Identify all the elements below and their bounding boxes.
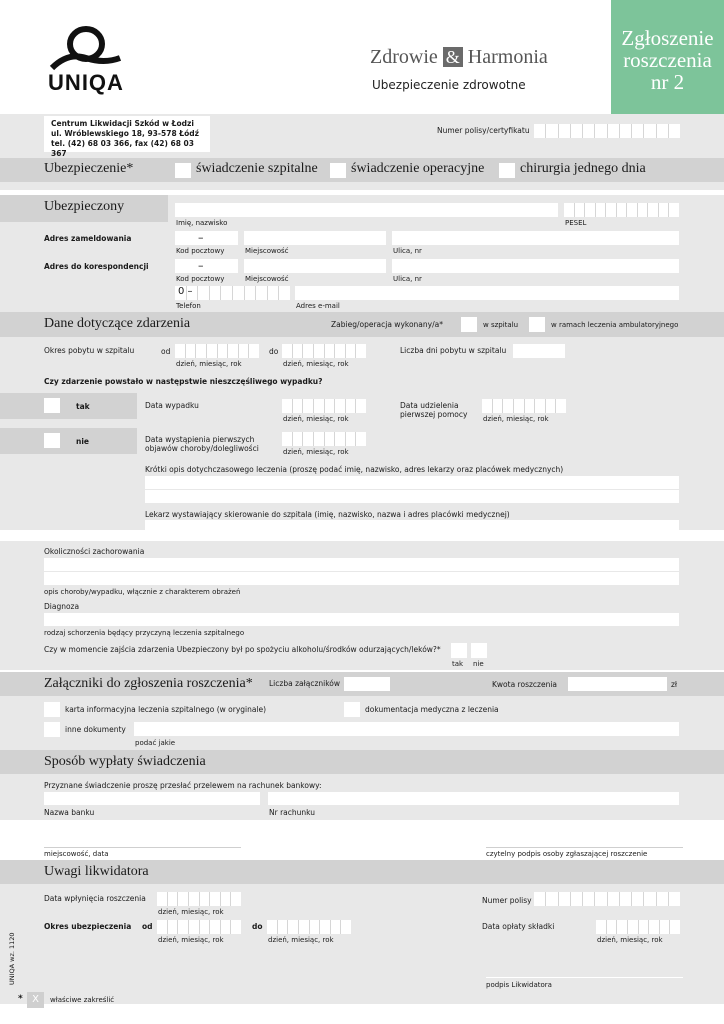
- premium-date-label: Data opłaty składki: [482, 922, 555, 931]
- name-label: Imię, nazwisko: [176, 219, 228, 227]
- option-hospital-benefit: świadczenie szpitalne: [196, 161, 318, 176]
- hospital-card-label: karta informacyjna leczenia szpitalnego (w oryginale): [65, 705, 267, 714]
- email-input[interactable]: [295, 286, 679, 300]
- address-line-3: tel. (42) 68 03 366, fax (42) 68 03 367: [51, 139, 194, 158]
- brand-left: Zdrowie: [370, 46, 438, 68]
- street-label: Ulica, nr: [393, 275, 422, 283]
- policy-number-input[interactable]: [534, 124, 680, 138]
- checkbox-hospital-benefit[interactable]: [175, 163, 191, 178]
- date-hint: dzień, miesiąc, rok: [483, 415, 549, 423]
- signature-label: czytelny podpis osoby zgłaszającej roszczenie: [486, 850, 648, 858]
- insurance-heading: Ubezpieczenie*: [44, 161, 134, 176]
- stay-to-label: do: [269, 347, 279, 356]
- uniqa-logo-text: UNIQA: [48, 70, 124, 95]
- first-aid-date-label-2: pierwszej pomocy: [400, 410, 468, 419]
- alcohol-question: Czy w momencie zajścia zdarzenia Ubezpieczony był po spożyciu alkoholu/środków odurzających/leków?*: [44, 645, 441, 654]
- registered-postal-code-input[interactable]: [175, 231, 238, 245]
- first-aid-date-label-1: Data udzielenia: [400, 401, 459, 410]
- bank-name-label: Nazwa banku: [44, 808, 95, 817]
- title-line-1: Zgłoszenie: [621, 26, 714, 50]
- period-to-input[interactable]: [267, 920, 351, 934]
- treatment-desc-label: Krótki opis dotychczasowego leczenia (proszę podać imię, nazwisko, adres lekarzy oraz placówek medycznych): [145, 465, 564, 474]
- date-hint: dzień, miesiąc, rok: [158, 936, 224, 944]
- name-input[interactable]: [175, 203, 558, 217]
- liquidator-signature-label: podpis Likwidatora: [486, 981, 552, 989]
- policy-number-label: Numer polisy/certyfikatu: [437, 126, 530, 135]
- liquidator-policy-input[interactable]: [534, 892, 680, 906]
- ambulatory-label: w ramach leczenia ambulatoryjnego: [551, 321, 679, 329]
- correspondence-city-input[interactable]: [244, 259, 386, 273]
- account-number-label: Nr rachunku: [269, 808, 316, 817]
- brand-right: Harmonia: [467, 46, 548, 68]
- footer-asterisk: *: [18, 994, 23, 1004]
- street-label: Ulica, nr: [393, 247, 422, 255]
- other-docs-label: inne dokumenty: [65, 725, 126, 734]
- correspondence-address-label: Adres do korespondencji: [44, 262, 149, 271]
- days-count-input[interactable]: [513, 344, 565, 358]
- product-brand: [370, 46, 548, 69]
- claim-amount-input[interactable]: [568, 677, 667, 691]
- specify-label: podać jakie: [135, 739, 176, 747]
- product-subtitle: Ubezpieczenie zdrowotne: [372, 78, 526, 92]
- pesel-label: PESEL: [565, 219, 587, 227]
- liquidator-signature-line: [486, 977, 683, 978]
- checkbox-hospital-card[interactable]: [44, 702, 60, 717]
- period-from-input[interactable]: [157, 920, 241, 934]
- city-label: Miejscowość: [245, 247, 289, 255]
- in-hospital-label: w szpitalu: [483, 321, 519, 329]
- treatment-desc-input-2[interactable]: [145, 490, 679, 503]
- postal-code-label: Kod pocztowy: [176, 275, 225, 283]
- treatment-desc-input-1[interactable]: [145, 476, 679, 489]
- alcohol-yes-label: tak: [452, 660, 464, 668]
- circumstances-input-1[interactable]: [44, 558, 679, 571]
- date-hint: dzień, miesiąc, rok: [597, 936, 663, 944]
- other-docs-input[interactable]: [134, 722, 679, 736]
- period-from-label: od: [142, 922, 153, 931]
- accident-date-label: Data wypadku: [145, 401, 199, 410]
- option-surgery-benefit: świadczenie operacyjne: [351, 161, 485, 176]
- premium-date-input[interactable]: [596, 920, 680, 934]
- disease-type-label: rodzaj schorzenia będący przyczyną leczenia szpitalnego: [44, 629, 245, 637]
- registered-city-input[interactable]: [244, 231, 386, 245]
- postal-code-label: Kod pocztowy: [176, 247, 225, 255]
- payment-heading: Sposób wypłaty świadczenia: [44, 754, 206, 769]
- registered-street-input[interactable]: [392, 231, 679, 245]
- title-box: [611, 0, 724, 114]
- currency-label: zł: [671, 680, 678, 689]
- procedure-label: Zabieg/operacja wykonany/a*: [331, 320, 443, 329]
- account-number-input[interactable]: [268, 792, 679, 805]
- signature-line: [486, 847, 683, 848]
- address-line-2: ul. Wróblewskiego 18, 93-578 Łódź: [51, 129, 199, 138]
- stay-period-label: Okres pobytu w szpitalu: [44, 346, 135, 355]
- phone-prefix: 0 –: [178, 286, 193, 297]
- date-hint: dzień, miesiąc, rok: [283, 360, 349, 368]
- circumstances-label: Okoliczności zachorowania: [44, 547, 145, 556]
- receipt-date-input[interactable]: [157, 892, 241, 906]
- footer-note: właściwe zakreślić: [50, 996, 115, 1004]
- correspondence-postal-code-input[interactable]: [175, 259, 238, 273]
- liquidator-heading: Uwagi likwidatora: [44, 864, 149, 879]
- date-hint: dzień, miesiąc, rok: [268, 936, 334, 944]
- days-count-label: Liczba dni pobytu w szpitalu: [400, 346, 507, 355]
- referring-doctor-label: Lekarz wystawiający skierowanie do szpitala (imię, nazwisko, nazwa i adres placówki medycznej): [145, 510, 510, 519]
- email-label: Adres e-mail: [296, 302, 340, 310]
- title-line-2: roszczenia: [623, 48, 712, 72]
- date-hint: dzień, miesiąc, rok: [176, 360, 242, 368]
- checkbox-accident-no[interactable]: [44, 433, 60, 448]
- registered-address-label: Adres zameldowania: [44, 234, 132, 243]
- receipt-date-label: Data wpłynięcia roszczenia: [44, 894, 146, 903]
- checkbox-alcohol-no[interactable]: [471, 643, 487, 658]
- address-line-1: Centrum Likwidacji Szkód w Łodzi: [51, 119, 194, 128]
- date-hint: dzień, miesiąc, rok: [283, 415, 349, 423]
- stay-from-date-input[interactable]: [175, 344, 259, 358]
- city-label: Miejscowość: [245, 275, 289, 283]
- x-mark-icon: [27, 992, 44, 1008]
- stay-from-label: od: [161, 347, 171, 356]
- alcohol-no-label: nie: [473, 660, 484, 668]
- checkbox-ambulatory[interactable]: [529, 317, 545, 332]
- brand-amp: &: [443, 47, 463, 67]
- accident-no-label: nie: [76, 437, 89, 446]
- referring-doctor-input[interactable]: [145, 520, 679, 533]
- attachments-count-input[interactable]: [344, 677, 390, 691]
- accident-date-input[interactable]: [282, 399, 366, 413]
- accident-yes-label: tak: [76, 402, 90, 411]
- date-hint: dzień, miesiąc, rok: [283, 448, 349, 456]
- place-date-label: miejscowość, data: [44, 850, 109, 858]
- insured-heading: Ubezpieczony: [44, 199, 125, 214]
- checkbox-alcohol-yes[interactable]: [451, 643, 467, 658]
- correspondence-street-input[interactable]: [392, 259, 679, 273]
- checkbox-accident-yes[interactable]: [44, 398, 60, 413]
- symptoms-date-label-1: Data wystąpienia pierwszych: [145, 435, 255, 444]
- claim-amount-label: Kwota roszczenia: [492, 680, 558, 689]
- office-address: [44, 116, 210, 158]
- uniqa-logo-icon: [38, 22, 134, 72]
- checkbox-medical-docs[interactable]: [344, 702, 360, 717]
- diagnosis-label: Diagnoza: [44, 602, 80, 611]
- event-heading: Dane dotyczące zdarzenia: [44, 316, 191, 331]
- injury-desc-label: opis choroby/wypadku, włącznie z charakterem obrażeń: [44, 588, 241, 596]
- postal-dash: –: [198, 231, 204, 244]
- liquidator-policy-label: Numer polisy: [482, 896, 532, 905]
- form-version: UNIQA wz. 1120: [8, 932, 16, 985]
- checkbox-other-docs[interactable]: [44, 722, 60, 737]
- x-mark-text: X: [32, 994, 39, 1005]
- date-hint: dzień, miesiąc, rok: [158, 908, 224, 916]
- title-line-3: nr 2: [650, 70, 685, 94]
- medical-docs-label: dokumentacja medyczna z leczenia: [365, 705, 499, 714]
- checkbox-in-hospital[interactable]: [461, 317, 477, 332]
- checkbox-one-day-surgery[interactable]: [499, 163, 515, 178]
- stay-to-date-input[interactable]: [282, 344, 366, 358]
- accident-question: Czy zdarzenie powstało w następstwie nieszczęśliwego wypadku?: [44, 377, 323, 386]
- period-to-label: do: [252, 922, 263, 931]
- option-one-day-surgery: chirurgia jednego dnia: [520, 161, 646, 176]
- checkbox-surgery-benefit[interactable]: [330, 163, 346, 178]
- symptoms-date-input[interactable]: [282, 432, 366, 446]
- circumstances-input-2[interactable]: [44, 572, 679, 585]
- attachments-heading: Załączniki do zgłoszenia roszczenia*: [44, 676, 253, 691]
- payment-instruction: Przyznane świadczenie proszę przesłać przelewem na rachunek bankowy:: [44, 781, 322, 790]
- postal-dash: –: [198, 259, 204, 272]
- symptoms-date-label-2: objawów choroby/dolegliwości: [145, 444, 259, 453]
- first-aid-date-input[interactable]: [482, 399, 566, 413]
- uniqa-logo: [38, 22, 134, 102]
- insurance-period-label: Okres ubezpieczenia: [44, 922, 132, 931]
- diagnosis-input[interactable]: [44, 613, 679, 626]
- place-date-line: [44, 847, 241, 848]
- attachments-count-label: Liczba załączników: [269, 679, 341, 688]
- bank-name-input[interactable]: [44, 792, 260, 805]
- phone-label: Telefon: [176, 302, 201, 310]
- pesel-input[interactable]: [564, 203, 679, 217]
